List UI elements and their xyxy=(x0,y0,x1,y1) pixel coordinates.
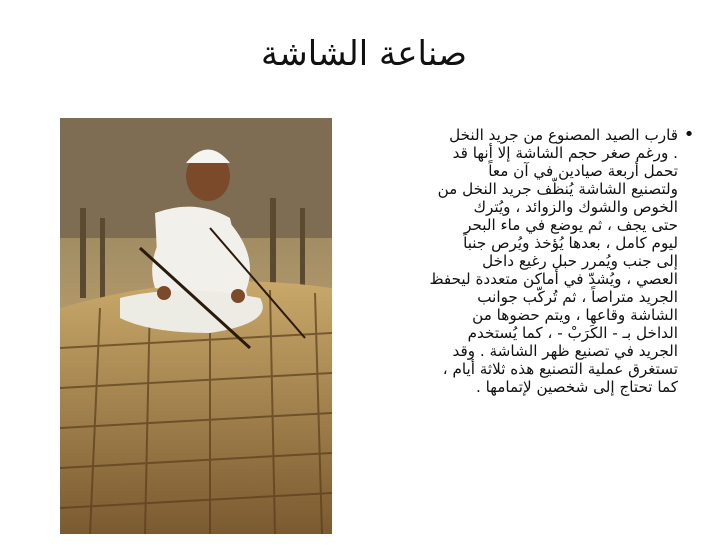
text-line: إلى جنب ويُمرر حبل رغيع داخل xyxy=(482,252,678,270)
text-line: العصي ، ويُشدّ في أماكن متعددة ليحفظ xyxy=(429,270,678,288)
text-line: تحمل أربعة صيادين في آن معاً xyxy=(488,162,678,180)
text-line: الداخل بـ - الكَرَبْ - ، كما يُستخدم xyxy=(467,324,678,342)
slide-title: صناعة الشاشة xyxy=(260,34,468,74)
text-line: الشاشة وقاعها ، ويتم حضوها من xyxy=(472,306,678,324)
text-line: الجريد متراصاً ، ثم تُركّب جوانب xyxy=(477,288,678,306)
text-line: حتى يجف ، ثم يوضع في ماء البحر xyxy=(464,216,678,234)
bullet-item xyxy=(360,126,700,396)
bullet-text xyxy=(360,126,678,396)
text-line: ليوم كامل ، بعدها يُؤخذ ويُرص جنباً xyxy=(463,234,678,252)
text-line: الجريد في تصنيع ظهر الشاشة . وقد xyxy=(452,342,678,360)
content-block xyxy=(360,126,700,396)
fisherman-weaving-palm-boat-icon xyxy=(60,118,332,534)
text-line: ولتصنيع الشاشة يُنظّف جريد النخل من xyxy=(437,180,678,198)
text-line: كما تحتاج إلى شخصين لإتمامها . xyxy=(475,378,678,396)
text-line: تستغرق عملية التصنيع هذه ثلاثة أيام ، xyxy=(442,360,678,378)
fisherman-photo xyxy=(60,118,332,534)
text-line: قارب الصيد المصنوع من جريد النخل xyxy=(449,126,678,144)
text-line: . ورغم صغر حجم الشاشة إلا أنها قد xyxy=(452,144,678,162)
text-line: الخوص والشوك والزوائد ، ويُترك xyxy=(473,198,678,216)
bullet-glyph: • xyxy=(683,124,695,145)
